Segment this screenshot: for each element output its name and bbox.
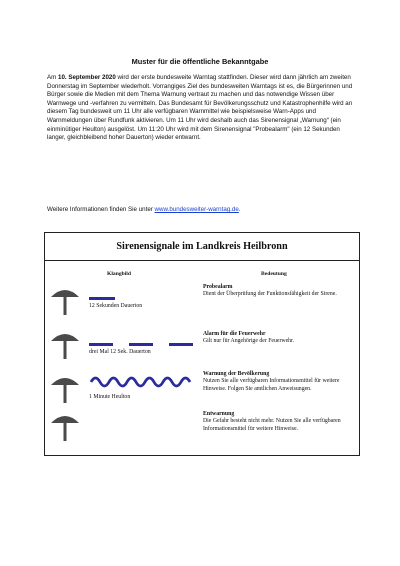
meaning-entwarnung [203, 411, 353, 433]
intro-paragraph [47, 74, 359, 143]
sirens-title: Sirenensignale im Landkreis Heilbronn [45, 233, 359, 261]
siren-icon [49, 409, 81, 441]
warntag-date: 10. September 2020 [58, 74, 116, 81]
meaning-title: Entwarnung [203, 411, 235, 417]
meaning-probealarm [203, 284, 353, 299]
warntag-link[interactable]: www.bundesweiter-warntag.de [154, 206, 239, 213]
para-text: wird der erste bundesweite Warntag stattfinden. Dieser wird dann jährlich am zweiten Donnerstag im September wiederholt. Vorrangiges Ziel des bundesweiten Warntags ist es, die Bürgerinnen und Bürger sowie die Medien mit dem Thema Warnung vertraut zu machen und das notwendige Wissen über Warnwege und -verfahren zu vermitteln. Das Bundesamt für Bevölkerungsschutz und Katastrophenhilfe wird an diesem Tag bundesweit um 11 Uhr alle verfügbaren Warnmittel wie beispielsweise Warn-Apps und Warnmeldungen über Rundfunk aktivieren. Um 11 Uhr wird deshalb auch das Sirenensignal „Warnung“ (ein einminütiger Heulton) ausgelöst. Um 11:20 Uhr wird mit dem Sirenensignal "Probealarm" (ein 12 Sekunden langer, gleichbleibend hoher Dauerton) wieder entwarnt. [47, 74, 353, 142]
page-title: Muster für die öffentliche Bekanntgabe [131, 57, 269, 66]
meaning-text: Dient der Überprüfung der Funktionsfähigkeit der Sirene. [203, 291, 337, 298]
meaning-text: Nutzen Sie alle verfügbaren Informationsmittel für weitere Hinweise. Folgen Sie amtlichen Anweisungen. [203, 378, 340, 392]
signal-label: 12 Sekunden Dauerton [89, 303, 143, 309]
signal-label: 1 Minute Heulton [89, 394, 131, 400]
meaning-text: Die Gefahr besteht nicht mehr. Nutzen Sie alle verfügbaren Informationsmittel für weitere Hinweise. [203, 418, 341, 432]
more-info-text: Weitere Informationen finden Sie unter [47, 206, 155, 213]
meaning-title: Probealarm [203, 284, 233, 290]
meaning-warnung [203, 371, 353, 393]
siren-icon [49, 327, 81, 359]
meaning-text: Gilt nur für Angehörige der Feuerwehr. [203, 338, 295, 345]
signal-steady-icon [89, 297, 139, 301]
col-header-sound: Klangbild [107, 271, 131, 277]
signal-triple-icon [89, 343, 199, 347]
siren-icon [49, 283, 81, 315]
siren-icon [49, 371, 81, 403]
meaning-title: Warnung der Bevölkerung [203, 371, 270, 377]
more-info [47, 206, 241, 213]
meaning-feuerwehr [203, 331, 353, 346]
more-info-suffix: . [238, 206, 241, 213]
meaning-title: Alarm für die Feuerwehr [203, 331, 266, 337]
sirens-table [44, 232, 360, 456]
para-prefix: Am [47, 74, 59, 81]
signal-label: drei Mal 12 Sek. Dauerton [89, 349, 151, 355]
signal-wave-icon [89, 373, 193, 391]
col-header-meaning: Bedeutung [261, 271, 287, 277]
